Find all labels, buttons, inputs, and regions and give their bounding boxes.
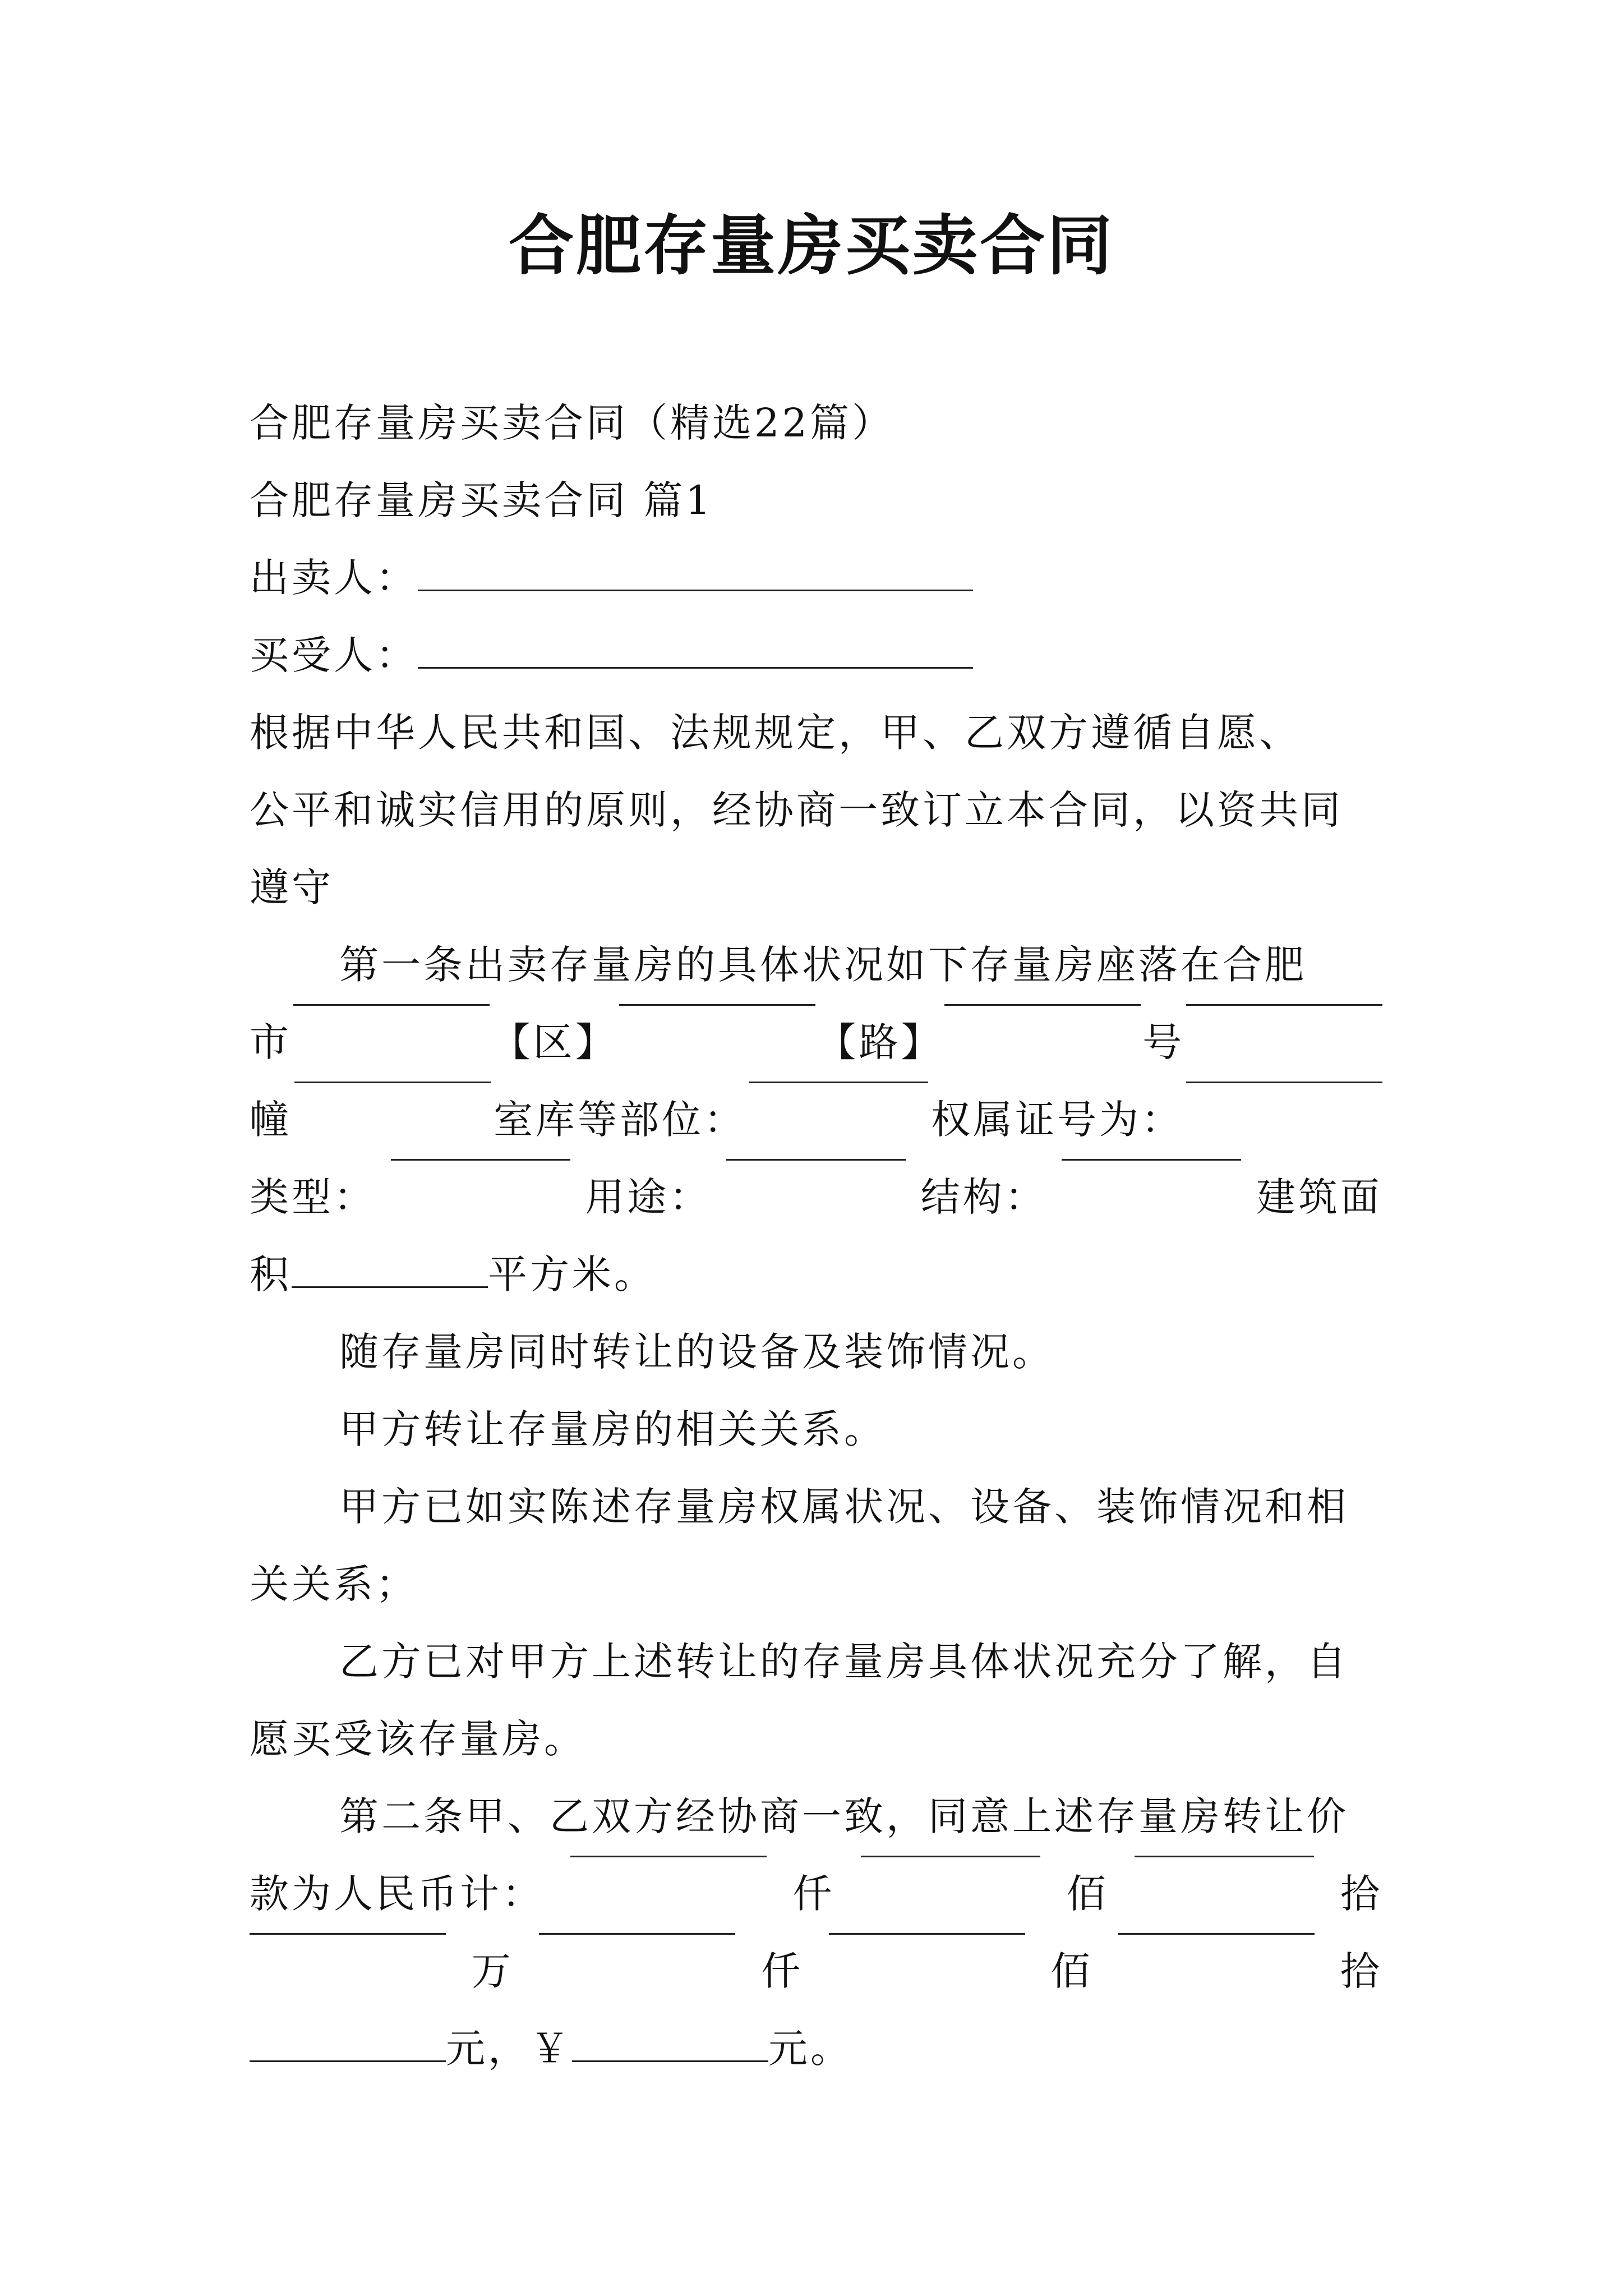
text-district: 【区】 (491, 1019, 617, 1065)
blank-price-7 (1118, 1932, 1315, 1935)
relations-paragraph: 甲方转让存量房的相关关系。 (339, 1406, 886, 1452)
blank-building (294, 1081, 491, 1083)
blank-structure (1062, 1158, 1241, 1161)
seller-blank (418, 589, 973, 591)
seller-line (250, 539, 1382, 616)
article2-line-3 (250, 1932, 1382, 2010)
blank-number (1186, 1004, 1382, 1006)
blank-price-2 (861, 1855, 1040, 1857)
text-bai-1: 佰 (1066, 1871, 1109, 1917)
text-shi-1: 拾 (1340, 1871, 1382, 1917)
text-building: 幢 (250, 1097, 292, 1143)
equipment-paragraph: 随存量房同时转让的设备及装饰情况。 (339, 1329, 1054, 1375)
article1-line-3 (250, 1081, 1382, 1158)
preamble-line-3: 遵守 (250, 864, 334, 910)
disclosed-line-1: 甲方已如实陈述存量房权属状况、设备、装饰情况和相 (339, 1484, 1349, 1530)
blank-price-1 (570, 1855, 767, 1857)
text-price-label: 款为人民币计： (250, 1871, 544, 1917)
text-qian-2: 仟 (761, 1948, 804, 1994)
blank-price-5 (539, 1932, 735, 1935)
article1-line-4 (250, 1158, 1382, 1236)
text-cert: 权属证号为： (931, 1097, 1183, 1143)
text-structure: 结构： (920, 1174, 1047, 1220)
text-qian-1: 仟 (792, 1871, 835, 1917)
subtitle: 合肥存量房买卖合同（精选22篇） (250, 400, 895, 446)
buyer-line (250, 616, 1382, 694)
article2-line-2 (250, 1855, 1382, 1932)
text-number: 号 (1142, 1019, 1185, 1065)
article2-line-1: 第二条甲、乙双方经协商一致，同意上述存量房转让价 (339, 1793, 1349, 1839)
text-shi-2: 拾 (1340, 1948, 1382, 1994)
blank-price-8 (250, 2060, 446, 2062)
blank-type (391, 1158, 570, 1161)
understood-line-2: 愿买受该存量房。 (250, 1716, 586, 1762)
blank-price-9 (572, 2060, 768, 2062)
blank-price-3 (1135, 1855, 1314, 1857)
blank-cert (1186, 1081, 1382, 1083)
text-bai-2: 佰 (1050, 1948, 1093, 1994)
text-road: 【路】 (817, 1019, 943, 1065)
text-sqm: 平方米。 (488, 1251, 656, 1297)
text-usage: 用途： (585, 1174, 712, 1220)
disclosed-line-2: 关关系； (250, 1561, 418, 1607)
text-yuan-1: 元，￥ (446, 2026, 572, 2072)
blank-price-4 (250, 1932, 446, 1935)
text-wan: 万 (471, 1948, 514, 1994)
section-heading: 合肥存量房买卖合同 篇1 (250, 477, 713, 523)
text-type: 类型： (250, 1174, 376, 1220)
article1-line-2 (250, 1004, 1382, 1081)
text-area-cont: 积 (250, 1251, 292, 1297)
seller-label: 出卖人： (250, 555, 418, 601)
preamble-line-2: 公平和诚实信用的原则，经协商一致订立本合同，以资共同 (250, 787, 1343, 833)
text-city: 市 (250, 1019, 292, 1065)
understood-line-1: 乙方已对甲方上述转让的存量房具体状况充分了解，自 (339, 1639, 1349, 1685)
buyer-blank (418, 666, 973, 669)
blank-district (619, 1004, 815, 1006)
text-room: 室库等部位： (494, 1097, 746, 1143)
buyer-label: 买受人： (250, 632, 418, 678)
text-area: 建筑面 (1256, 1174, 1382, 1220)
blank-area (292, 1286, 488, 1288)
article1-line-5 (250, 1236, 1382, 1313)
text-yuan-2: 元。 (768, 2026, 852, 2072)
blank-usage (726, 1158, 906, 1161)
blank-road (944, 1004, 1141, 1006)
preamble-line-1: 根据中华人民共和国、法规规定，甲、乙双方遵循自愿、 (250, 710, 1301, 756)
article2-line-4 (250, 2010, 1382, 2087)
blank-price-6 (829, 1932, 1025, 1935)
page-title: 合肥存量房买卖合同 (509, 208, 1114, 284)
article1-line-1: 第一条出卖存量房的具体状况如下存量房座落在合肥 (339, 942, 1307, 988)
blank-room (749, 1081, 928, 1083)
blank-city (293, 1004, 490, 1006)
